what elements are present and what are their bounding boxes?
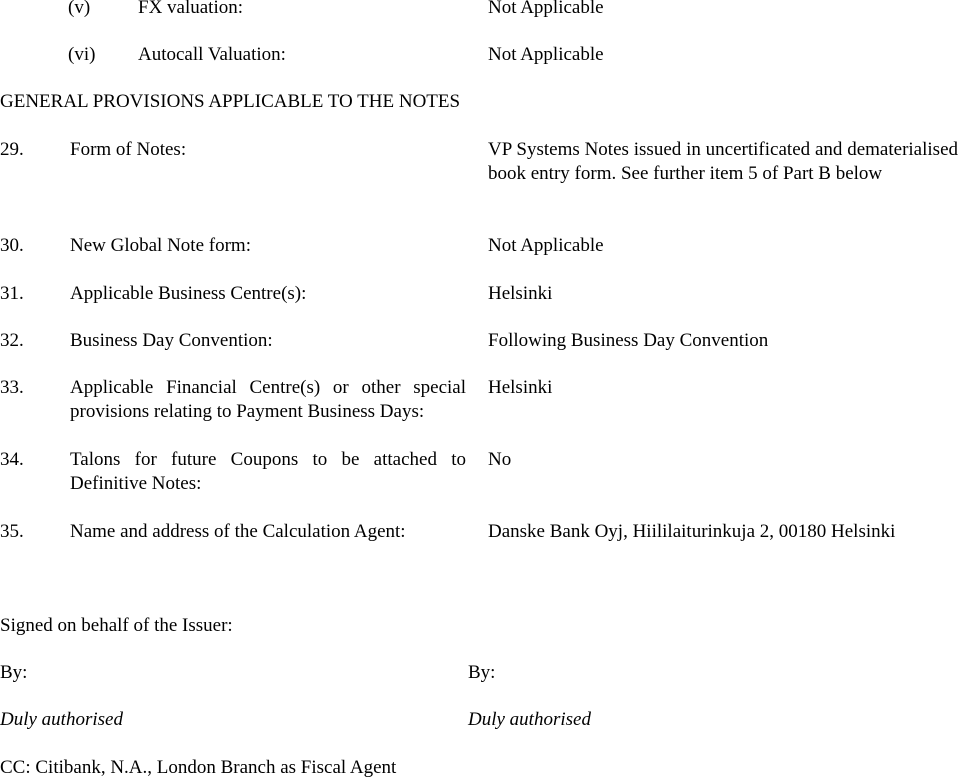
sub-item-label: FX valuation: — [138, 0, 244, 18]
item-number: 32. — [0, 330, 24, 351]
sub-item-value: Not Applicable — [488, 0, 604, 18]
sub-item-number: (vi) — [68, 44, 96, 65]
item-number: 29. — [0, 139, 24, 160]
item-value: Helsinki — [488, 377, 553, 398]
item-value: VP Systems Notes issued in uncertificated and dematerialised book entry form. See further item 5 of Part B below — [488, 139, 958, 184]
item-value: Danske Bank Oyj, Hiililaiturinkuja 2, 00180 Helsinki — [488, 521, 896, 542]
by-label-right: By: — [468, 662, 496, 683]
item-number: 34. — [0, 449, 24, 470]
item-value: No — [488, 449, 512, 470]
sub-item-value: Not Applicable — [488, 44, 604, 65]
item-value: Not Applicable — [488, 235, 604, 256]
item-value: Following Business Day Convention — [488, 330, 769, 351]
by-label-left: By: — [0, 662, 28, 683]
duly-authorised-left: Duly authorised — [0, 709, 123, 730]
item-number: 31. — [0, 283, 24, 304]
item-label: Name and address of the Calculation Agent: — [70, 521, 406, 542]
item-label: Applicable Business Centre(s): — [70, 283, 307, 304]
item-label: Form of Notes: — [70, 139, 187, 160]
section-heading: GENERAL PROVISIONS APPLICABLE TO THE NOTES — [0, 91, 461, 112]
item-number: 33. — [0, 377, 24, 398]
signed-on-behalf-text: Signed on behalf of the Issuer: — [0, 615, 233, 636]
item-label: Talons for future Coupons to be attached to Definitive Notes: — [70, 449, 466, 494]
item-label: Business Day Convention: — [70, 330, 273, 351]
item-number: 30. — [0, 235, 24, 256]
item-label: New Global Note form: — [70, 235, 251, 256]
cc-line: CC: Citibank, N.A., London Branch as Fiscal Agent — [0, 757, 397, 778]
item-label: Applicable Financial Centre(s) or other special provisions relating to Payment Business Days: — [70, 377, 466, 422]
item-value: Helsinki — [488, 283, 553, 304]
item-number: 35. — [0, 521, 24, 542]
duly-authorised-right: Duly authorised — [468, 709, 591, 730]
sub-item-label: Autocall Valuation: — [138, 44, 286, 65]
sub-item-number: (v) — [68, 0, 91, 18]
